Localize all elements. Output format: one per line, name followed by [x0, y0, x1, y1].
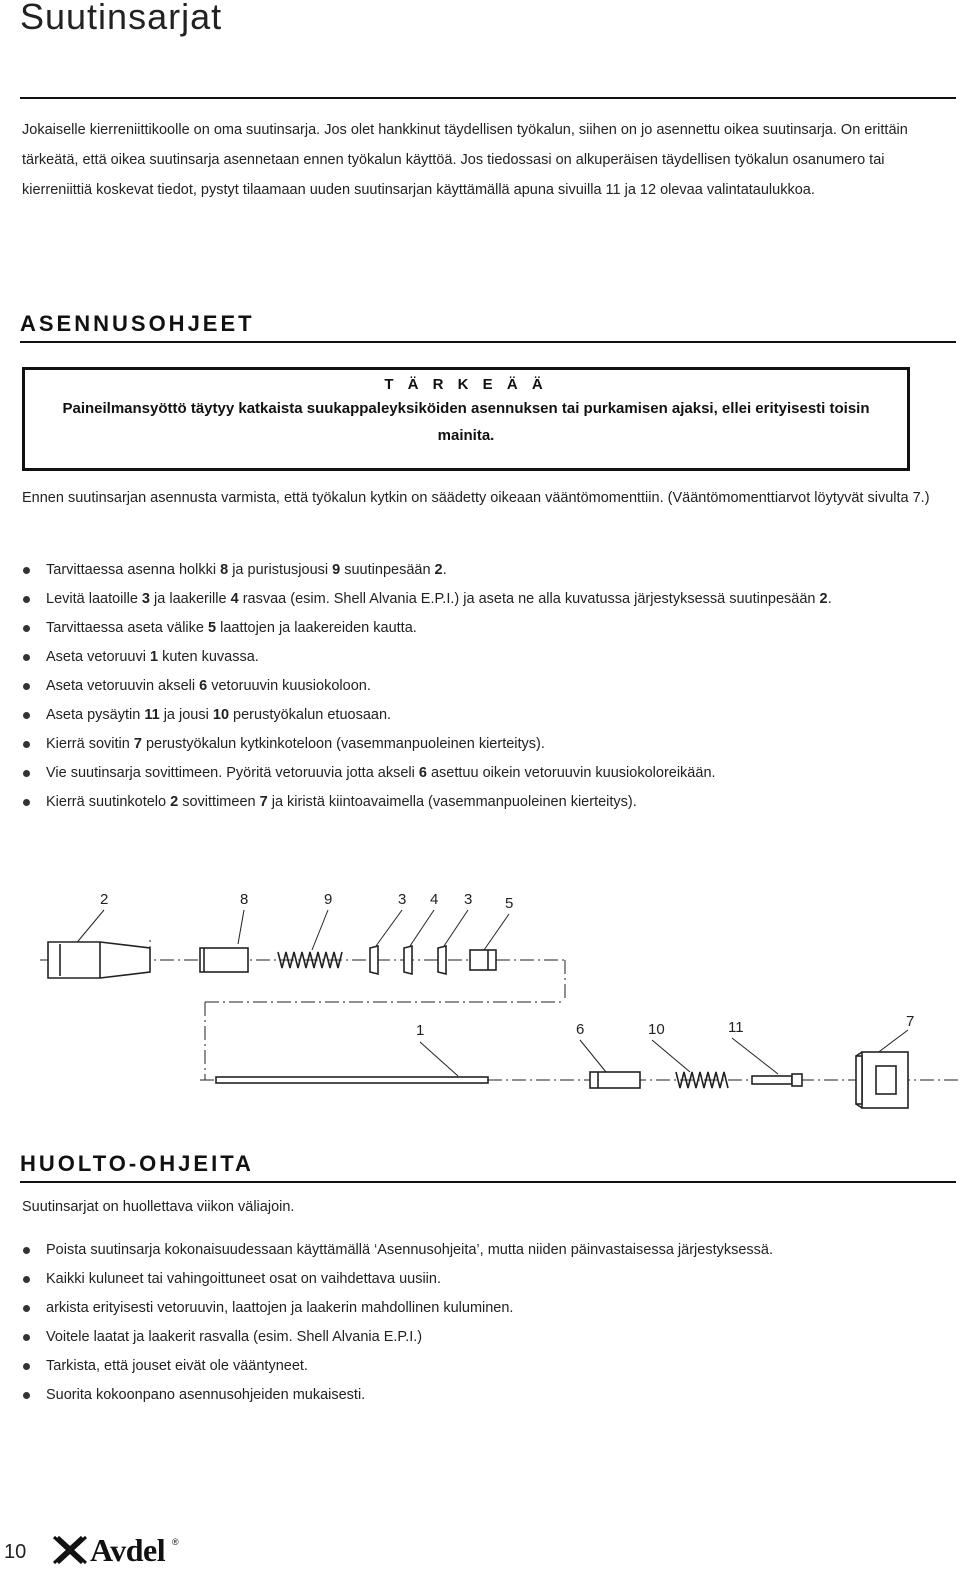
part-number: 10 — [212, 707, 230, 723]
parts-diagram — [0, 880, 960, 1120]
part-number: 4 — [230, 591, 239, 607]
assembly-step — [22, 788, 952, 817]
step-text: rasvaa (esim. Shell Alvania E.P.I.) ja aseta ne alla kuvatussa järjestyksessä suutinpesään — [238, 591, 820, 607]
title-divider — [20, 97, 956, 99]
pull-stud — [216, 1077, 488, 1083]
assembly-step — [22, 730, 952, 759]
maintenance-divider — [20, 1181, 956, 1183]
step-text: Vie suutinsarja sovittimeen. Pyöritä vetoruuvia jotta akseli — [46, 765, 419, 781]
label-6: 6 — [576, 1021, 585, 1038]
step-text: ja jousi — [159, 707, 213, 723]
step-text: sovittimeen — [178, 794, 260, 810]
step-text: Tarvittaessa aseta välike — [46, 620, 208, 636]
step-text: asettuu oikein vetoruuvin kuusiokoloreikään. — [426, 765, 716, 781]
diagram-bottom-labels — [416, 1013, 914, 1039]
label-2: 2 — [100, 891, 109, 908]
page-number: 10 — [4, 1541, 27, 1563]
step-text: . — [442, 562, 447, 578]
maintenance-item: Poista suutinsarja kokonaisuudessaan käyttämällä ‘Asennusohjeita’, mutta niiden päinvastaisessa järjestyksessä. — [22, 1236, 952, 1265]
part-number: 9 — [332, 562, 341, 578]
step-text: ja laakerille — [150, 591, 231, 607]
label-3a: 3 — [398, 891, 407, 908]
maintenance-heading: HUOLTO-OHJEITA — [20, 1151, 254, 1176]
step-text: vetoruuvin kuusiokoloon. — [207, 678, 371, 694]
warning-title: T Ä R K E Ä Ä — [384, 376, 548, 393]
label-11: 11 — [728, 1019, 744, 1036]
assembly-step — [22, 614, 952, 643]
warning-text: Paineilmansyöttö täytyy katkaista suukappaleyksiköiden asennuksen tai purkamisen ajaksi, ellei erityisesti toisin mainita. — [62, 400, 870, 444]
assembly-steps-list — [22, 556, 952, 817]
part-number: 6 — [199, 678, 208, 694]
part-number: 3 — [141, 591, 150, 607]
part-number: 11 — [144, 707, 160, 723]
part-number: 5 — [208, 620, 217, 636]
step-text: Aseta pysäytin — [46, 707, 145, 723]
assembly-step — [22, 759, 952, 788]
step-text: ja kiristä kiintoavaimella (vasemmanpuoleinen kierteitys). — [267, 794, 637, 810]
maintenance-intro: Suutinsarjat on huollettava viikon väliajoin. — [22, 1199, 295, 1215]
part-number: 2 — [434, 562, 443, 578]
maintenance-list — [22, 1236, 952, 1410]
step-text: perustyökalun kytkinkoteloon (vasemmanpuoleinen kierteitys). — [141, 736, 545, 752]
avdel-logo-icon — [52, 1534, 88, 1566]
warning-box — [22, 367, 910, 471]
label-7: 7 — [906, 1013, 915, 1030]
label-8: 8 — [240, 891, 249, 908]
label-10: 10 — [648, 1021, 665, 1038]
step-text: perustyökalun etuosaan. — [229, 707, 392, 723]
intro-paragraph: Jokaiselle kierreniittikoolle on oma suutinsarja. Jos olet hankkinut täydellisen työkalun, siihen on jo asennettu oikea suutinsarja. On erittäin tärkeätä, että oikea suutinsarja asennetaan ennen työkalun käyttöä. Jos tiedossasi on alkuperäisen täydellisen työkalun osanumero tai kierreniittiä koskevat tiedot, pystyt tilaamaan uuden suutinsarjan käyttämällä apuna sivuilla 11 ja 12 olevaa valintataulukkoa. — [22, 122, 908, 198]
step-text: Kierrä sovitin — [46, 736, 134, 752]
step-text: kuten kuvassa. — [158, 649, 259, 665]
maintenance-item: Kaikki kuluneet tai vahingoittuneet osat on vaihdettava uusiin. — [22, 1265, 952, 1294]
sleeve — [200, 948, 248, 972]
step-text: Kierrä suutinkotelo — [46, 794, 171, 810]
pull-stud-shaft — [590, 1072, 640, 1088]
brand-name: Avdel — [90, 1532, 166, 1568]
nozzle-housing — [48, 942, 150, 978]
part-number: 2 — [819, 591, 828, 607]
label-3b: 3 — [464, 891, 473, 908]
part-number: 7 — [133, 736, 142, 752]
step-text: laattojen ja laakereiden kautta. — [216, 620, 417, 636]
label-4: 4 — [430, 891, 439, 908]
page-title: Suutinsarjat — [20, 0, 223, 37]
assembly-step — [22, 585, 952, 614]
assembly-divider — [20, 341, 956, 343]
step-text: suutinpesään — [340, 562, 435, 578]
maintenance-item: Tarkista, että jouset eivät ole vääntyneet. — [22, 1352, 952, 1381]
maintenance-item: Voitele laatat ja laakerit rasvalla (esim. Shell Alvania E.P.I.) — [22, 1323, 952, 1352]
part-number: 6 — [418, 765, 427, 781]
stop — [752, 1074, 802, 1086]
part-number: 2 — [170, 794, 179, 810]
label-9: 9 — [324, 891, 333, 908]
step-text: . — [827, 591, 832, 607]
leader-lines — [74, 910, 908, 1076]
assembly-step — [22, 672, 952, 701]
step-text: Levitä laatoille — [46, 591, 142, 607]
part-number: 7 — [259, 794, 268, 810]
part-number: 1 — [149, 649, 159, 665]
assembly-step — [22, 556, 952, 585]
part-number: 8 — [220, 562, 229, 578]
label-5: 5 — [505, 895, 514, 912]
step-text: Aseta vetoruuvin akseli — [46, 678, 200, 694]
label-1: 1 — [416, 1022, 425, 1039]
assembly-step — [22, 701, 952, 730]
step-text: Aseta vetoruuvi — [46, 649, 150, 665]
diagram-top-labels — [100, 891, 513, 912]
adaptor — [856, 1052, 908, 1108]
brand-registered-mark: ® — [172, 1537, 179, 1547]
step-text: Tarvittaessa asenna holkki — [46, 562, 221, 578]
assembly-heading: ASENNUSOHJEET — [20, 311, 255, 336]
pre-assembly-text: Ennen suutinsarjan asennusta varmista, että työkalun kytkin on säädetty oikeaan vääntömomenttiin. (Vääntömomenttiarvot löytyvät sivulta 7.) — [22, 490, 930, 506]
assembly-step — [22, 643, 952, 672]
maintenance-item: Suorita kokoonpano asennusohjeiden mukaisesti. — [22, 1381, 952, 1410]
step-text: ja puristusjousi — [228, 562, 333, 578]
maintenance-item: arkista erityisesti vetoruuvin, laattojen ja laakerin mahdollinen kuluminen. — [22, 1294, 952, 1323]
center-lines — [40, 938, 960, 1080]
